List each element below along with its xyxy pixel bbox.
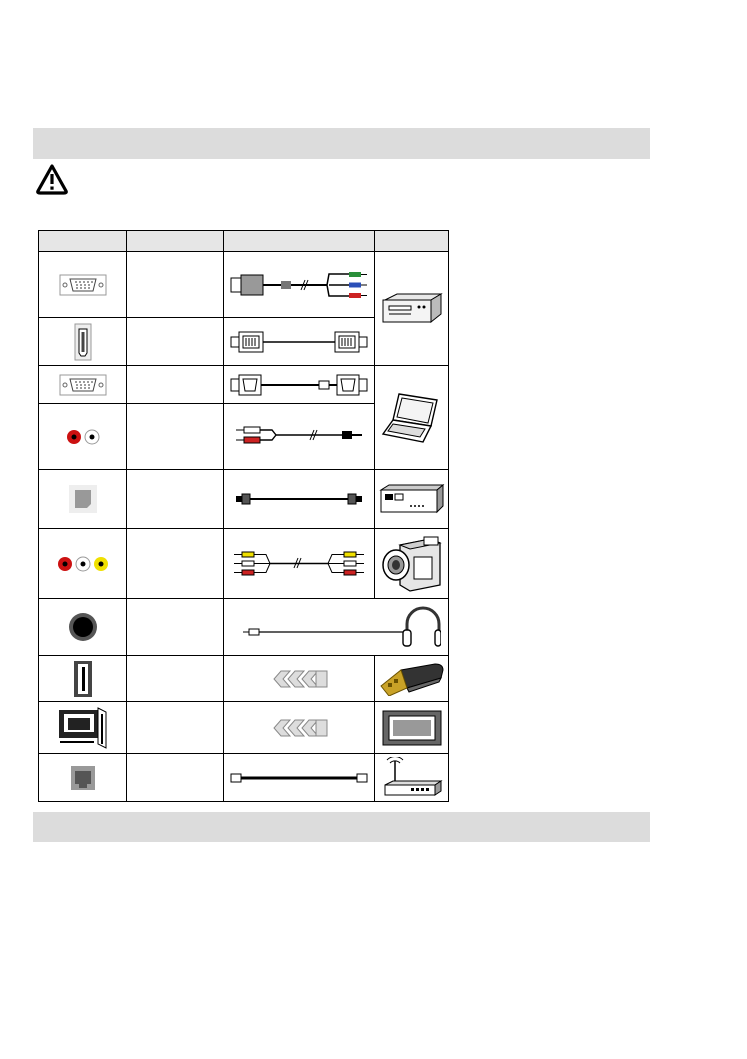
composite-av-cable-icon [232, 549, 366, 579]
table-row [39, 252, 449, 318]
insert-arrows-icon [269, 719, 329, 737]
cable-cell [224, 366, 375, 404]
device-cell [375, 754, 449, 802]
optical-port-icon [68, 484, 98, 514]
connector-cell [39, 599, 127, 656]
table-row [39, 599, 449, 656]
cable-cell [224, 702, 375, 754]
table-row [39, 470, 449, 529]
ethernet-cable-icon [229, 772, 369, 784]
headphone-jack-icon [67, 611, 99, 643]
device-cell [375, 252, 449, 366]
usb-stick-icon [379, 662, 445, 696]
cable-cell [224, 656, 375, 702]
cable-cell [224, 404, 375, 470]
connector-cell [39, 404, 127, 470]
cable-cell [224, 754, 375, 802]
connections-table [38, 230, 449, 802]
header-type [127, 231, 224, 252]
laptop-icon [381, 390, 443, 446]
type-cell [127, 656, 224, 702]
header-connector [39, 231, 127, 252]
av-port-icon [55, 554, 111, 574]
headphones-icon [403, 608, 441, 646]
connector-cell [39, 252, 127, 318]
type-cell [127, 318, 224, 366]
hdmi-port-icon [74, 323, 92, 361]
connector-cell [39, 754, 127, 802]
type-cell [127, 702, 224, 754]
header-device [375, 231, 449, 252]
cable-cell [224, 318, 375, 366]
vga-port-icon [59, 274, 107, 296]
dvd-player-icon [379, 292, 445, 326]
type-cell [127, 754, 224, 802]
vga-port-icon [59, 374, 107, 396]
ethernet-port-icon [70, 765, 96, 791]
type-cell [127, 252, 224, 318]
header-cables [224, 231, 375, 252]
connector-cell [39, 318, 127, 366]
vga-cable-icon [229, 370, 369, 400]
table-row [39, 754, 449, 802]
device-cell [375, 656, 449, 702]
type-cell [127, 366, 224, 404]
optical-cable-icon [234, 492, 364, 506]
type-cell [127, 404, 224, 470]
table-header-row [39, 231, 449, 252]
cable-cell [224, 529, 375, 599]
usb-port-icon [73, 660, 93, 698]
section-header-band [33, 128, 650, 159]
router-icon [381, 757, 443, 799]
headphone-cable-icon [231, 604, 441, 650]
audio-in-port-icon [63, 427, 103, 447]
table-row [39, 702, 449, 754]
cam-module-icon [381, 709, 443, 747]
device-cell [375, 470, 449, 529]
connector-cell [39, 656, 127, 702]
type-cell [127, 470, 224, 529]
insert-arrows-icon [269, 670, 329, 688]
connector-cell [39, 470, 127, 529]
cable-cell [224, 470, 375, 529]
type-cell [127, 599, 224, 656]
table-row [39, 366, 449, 404]
warning-triangle-icon [35, 163, 69, 195]
camcorder-icon [380, 533, 444, 595]
device-cell [375, 529, 449, 599]
connector-cell [39, 366, 127, 404]
table-row [39, 656, 449, 702]
cable-cell [224, 599, 449, 656]
device-cell [375, 702, 449, 754]
cable-cell [224, 252, 375, 318]
device-cell [375, 366, 449, 470]
vga-to-component-cable-icon [229, 268, 369, 302]
rca-to-jack-cable-icon [234, 422, 364, 452]
type-cell [127, 529, 224, 599]
hdmi-cable-icon [229, 326, 369, 358]
connector-cell [39, 529, 127, 599]
ci-slot-icon [58, 706, 108, 750]
connector-cell [39, 702, 127, 754]
audio-receiver-icon [379, 484, 445, 514]
table-row [39, 529, 449, 599]
section-footer-band [33, 812, 650, 842]
